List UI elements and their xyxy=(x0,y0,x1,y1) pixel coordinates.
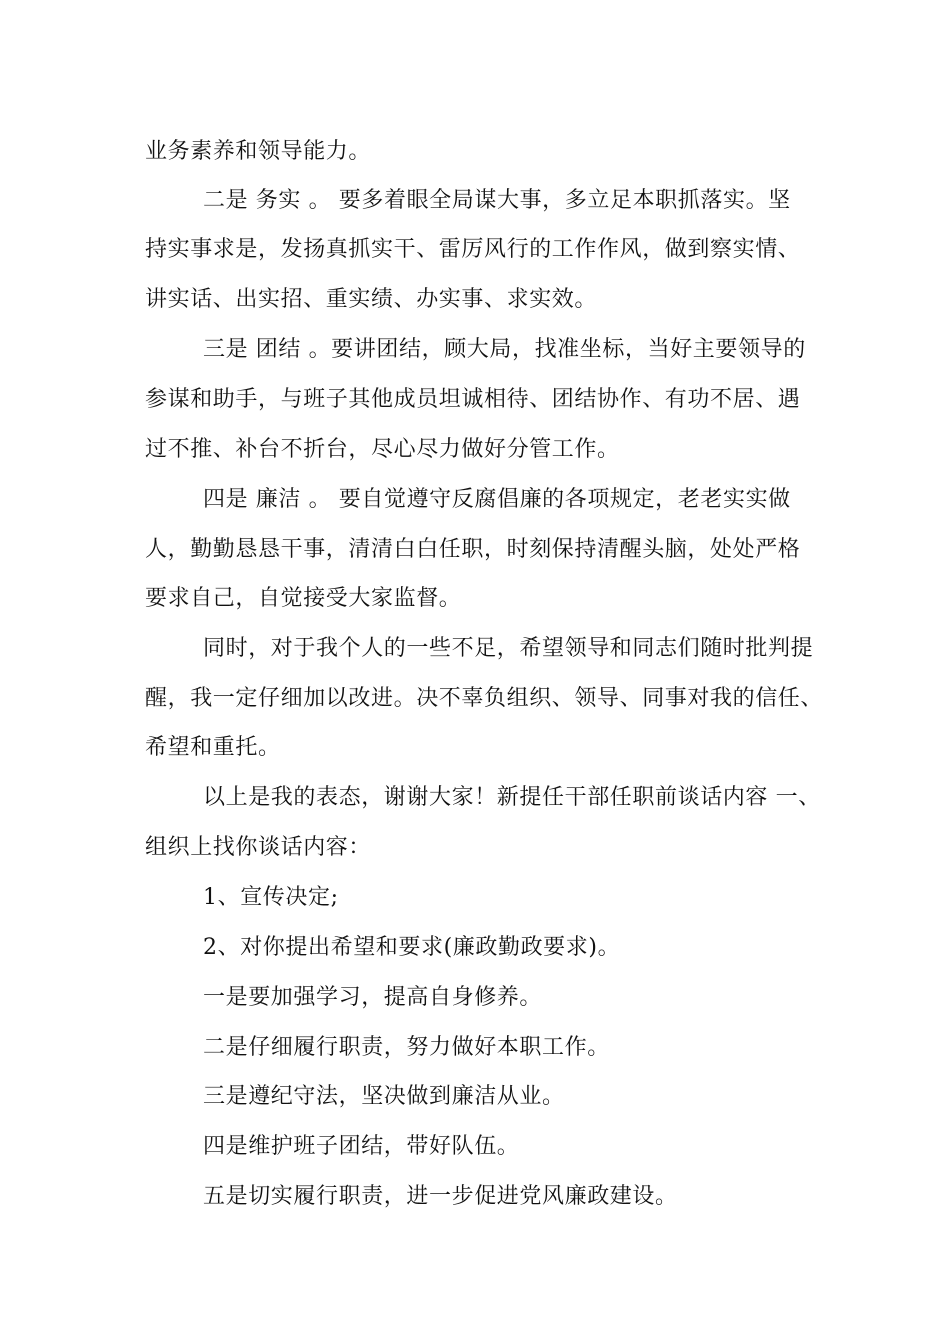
text-line: 三是遵纪守法，坚决做到廉洁从业。 xyxy=(203,1084,565,1109)
text-line: 人，勤勤恳恳干事，清清白白任职，时刻保持清醒头脑，处处严格 xyxy=(145,537,801,562)
text-line: 组织上找你谈话内容： xyxy=(145,835,372,860)
text-line: 五是切实履行职责，进一步促进党风廉政建设。 xyxy=(203,1184,678,1209)
text-line: 业务素养和领导能力。 xyxy=(145,139,372,164)
text-line: 二是 务实 。 要多着眼全局谋大事，多立足本职抓落实。坚 xyxy=(203,188,791,213)
text-line: 四是维护班子团结，带好队伍。 xyxy=(203,1134,520,1159)
text-line: 醒，我一定仔细加以改进。决不辜负组织、领导、同事对我的信任、 xyxy=(145,686,824,711)
text-line: 二是仔细履行职责，努力做好本职工作。 xyxy=(203,1035,610,1060)
text-line: 三是 团结 。要讲团结，顾大局，找准坐标，当好主要领导的 xyxy=(203,337,806,362)
text-line: 持实事求是，发扬真抓实干、雷厉风行的工作作风，做到察实情、 xyxy=(145,237,801,262)
text-line: 2、对你提出希望和要求(廉政勤政要求)。 xyxy=(203,935,621,960)
text-line: 四是 廉洁 。 要自觉遵守反腐倡廉的各项规定，老老实实做 xyxy=(203,487,791,512)
text-line: 以上是我的表态，谢谢大家！新提任干部任职前谈话内容 一、 xyxy=(203,785,821,810)
text-line: 过不推、补台不折台，尽心尽力做好分管工作。 xyxy=(145,437,620,462)
text-line: 1、宣传决定; xyxy=(203,885,339,910)
text-line: 要求自己，自觉接受大家监督。 xyxy=(145,586,462,611)
text-line: 参谋和助手，与班子其他成员坦诚相待、团结协作、有功不居、遇 xyxy=(145,387,801,412)
text-line: 讲实话、出实招、重实绩、办实事、求实效。 xyxy=(145,287,598,312)
text-line: 希望和重托。 xyxy=(145,735,281,760)
text-line: 同时，对于我个人的一些不足，希望领导和同志们随时批判提 xyxy=(203,636,814,661)
text-line: 一是要加强学习，提高自身修养。 xyxy=(203,985,543,1010)
